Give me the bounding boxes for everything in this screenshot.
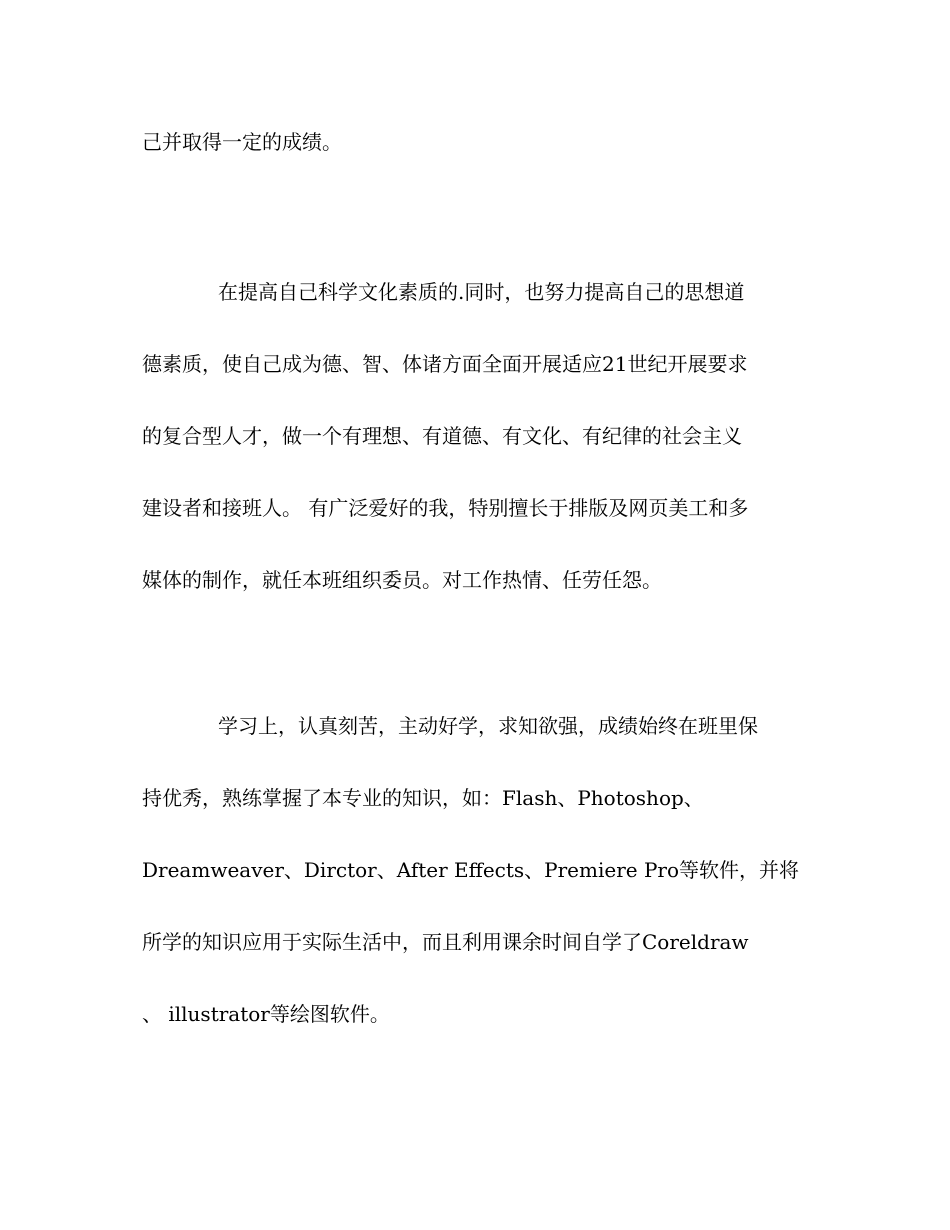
paragraph-2-line-4: 建设者和接班人。 有广泛爱好的我，特别擅长于排版及网页美工和多	[142, 496, 749, 520]
paragraph-2-line-1: 在提高自己科学文化素质的.同时，也努力提高自己的思想道	[218, 280, 745, 304]
paragraph-3-line-4: 所学的知识应用于实际生活中，而且利用课余时间自学了Coreldraw	[142, 930, 749, 954]
paragraph-2-line-5: 媒体的制作，就任本班组织委员。对工作热情、任劳任怨。	[142, 568, 662, 592]
paragraph-2-line-3: 的复合型人才，做一个有理想、有道德、有文化、有纪律的社会主义	[142, 424, 742, 448]
paragraph-1-line-1: 己并取得一定的成绩。	[142, 130, 342, 154]
paragraph-2-line-2: 德素质，使自己成为德、智、体诸方面全面开展适应21世纪开展要求	[142, 352, 748, 376]
paragraph-3-line-3: Dreamweaver、Dirctor、After Effects、Premiere Pro等软件，并将	[142, 858, 800, 882]
paragraph-3-line-5: 、 illustrator等绘图软件。	[142, 1002, 390, 1026]
paragraph-3-line-2: 持优秀，熟练掌握了本专业的知识，如：Flash、Photoshop、	[142, 786, 704, 810]
paragraph-3-line-1: 学习上，认真刻苦，主动好学，求知欲强，成绩始终在班里保	[218, 714, 758, 738]
